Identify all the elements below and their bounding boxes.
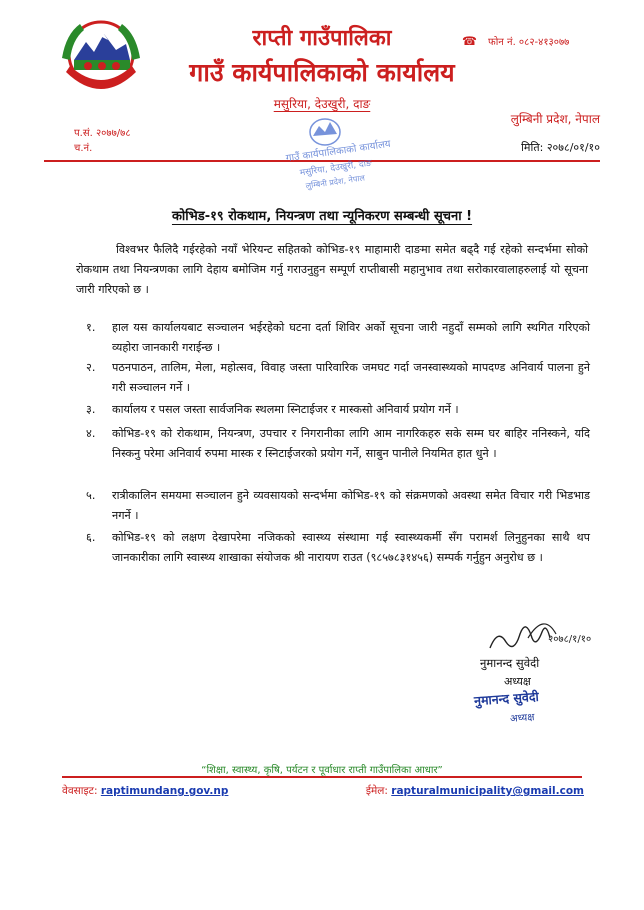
item-text: हाल यस कार्यालयबाट सञ्चालन भईरहेको घटना दर्ता शिविर अर्को सूचना जारी नहुदाँ सम्मको लागि स्थगित गरिएको व्यहोरा जानकारी गराईन्छ ।	[112, 321, 590, 354]
item-text: कोभिड-१९ को रोकथाम, नियन्त्रण, उपचार र निगरानीका लागि आम नागरिकहरु सके सम्म घर बाहिर ननिस्कने, यदि निस्कनु परेमा अनिवार्य रुपमा मास्क र स्निटाईजरको प्रयोग गर्ने, साबुन पानीले नियमित हात धुने ।	[112, 427, 590, 460]
office-address: मसुरिया, देउखुरी, दाङ	[273, 97, 371, 111]
email-label: ईमेल:	[365, 785, 388, 797]
footer-motto: “शिक्षा, स्वास्थ्य, कृषि, पर्यटन र पूर्वाधार राप्ती गाउँपालिका आधार”	[201, 765, 443, 776]
seal-name: नुमानन्द सुवेदी	[473, 688, 540, 709]
item-number: ३.	[86, 403, 96, 416]
office-stamp-icon	[270, 112, 392, 194]
reference-number: प.सं. २०७७/७८	[74, 128, 131, 139]
notice-item	[86, 486, 590, 526]
signatory-title: अध्यक्ष	[504, 675, 531, 688]
item-text: कार्यालय र पसल जस्ता सार्वजनिक स्थलमा स्निटाईजर र मास्कसो अनिवार्य प्रयोग गर्ने ।	[112, 403, 459, 416]
item-text: कोभिड-१९ को लक्षण देखापरेमा नजिकको स्वास्थ्य संस्थामा गई स्वास्थ्यकर्मी सँग परामर्श लिनुहुनका साथै थप जानकारीका लागि स्वास्थ्य शाखाका संयोजक श्री नारायण राउत (९८५७८३१४५६) सम्पर्क गर्नुहुन अनुरोध छ ।	[112, 531, 590, 564]
phone-text: फोन नं. ०८२-४१३०७७	[488, 37, 570, 48]
handwritten-date: २०७८/१/१०	[548, 634, 592, 645]
email-link[interactable]: rapturalmunicipality@gmail.com	[391, 785, 584, 797]
notice-item	[86, 318, 590, 358]
dispatch-number: च.नं.	[74, 143, 93, 154]
stamp-line-2: मसुरिया, देउखुरी, दाङ	[299, 158, 373, 179]
item-text: पठनपाठन, तालिम, मेला, महोत्सव, विवाह जस्ता पारिवारिक जमघट गर्दा जनस्वास्थ्यको मापदण्ड अनिवार्य पालना हुने गरी सञ्चालन गर्ने ।	[112, 361, 590, 394]
province: लुम्बिनी प्रदेश, नेपाल	[510, 112, 600, 126]
notice-item	[86, 424, 590, 464]
item-number: १.	[86, 321, 96, 334]
notice-item	[86, 358, 590, 398]
phone-icon: ☎	[462, 34, 477, 48]
stamp-line-1: गाउँ कार्यपालिकाको कार्यालय	[285, 138, 392, 165]
website-link[interactable]: raptimundang.gov.np	[100, 785, 229, 797]
municipality-name: राप्ती गाउँपालिका	[252, 26, 392, 51]
signatory-name: नुमानन्द सुवेदी	[480, 656, 540, 670]
phone-number	[462, 34, 569, 48]
office-name: गाउँ कार्यपालिकाको कार्यालय	[189, 58, 455, 87]
item-number: ६.	[86, 531, 96, 544]
notice-subject: कोभिड-१९ रोकथाम, नियन्त्रण तथा न्यूनिकरण सम्बन्धी सूचना !	[171, 209, 473, 224]
notice-item	[86, 400, 590, 420]
footer-email	[366, 784, 584, 798]
item-number: ४.	[86, 427, 96, 440]
item-text: रात्रीकालिन समयमा सञ्चालन हुने व्यवसायको सन्दर्भमा कोभिड-१९ को संक्रमणको अवस्था समेत विचार गरी भिडभाड नगर्ने ।	[112, 489, 590, 522]
item-number: २.	[86, 361, 96, 374]
item-number: ५.	[86, 489, 96, 502]
reference-block	[74, 126, 131, 156]
footer-divider	[62, 776, 582, 778]
seal-title: अध्यक्ष	[509, 712, 535, 725]
letter-date: मिति: २०७८/०१/१०	[521, 141, 600, 154]
notice-intro: विश्वभर फैलिदै गईरहेको नयाँ भेरियन्ट सहितको कोभिड-१९ माहामारी दाङमा समेत बढ्दै गई रहेको सन्दर्भमा सोको रोकथाम तथा नियन्त्रणका लागि देहाय बमोजिम गर्नु गराउनुहुन सम्पूर्ण राप्तीबासी महानुभाव तथा सरोकारवालाहरुलाई यो सूचना जारी गरिएको छ ।	[76, 243, 588, 296]
notice-item	[86, 528, 590, 568]
stamp-line-3: लुम्बिनी प्रदेश, नेपाल	[305, 173, 366, 191]
website-label: वेवसाइट:	[62, 785, 98, 797]
footer-website	[62, 784, 228, 798]
